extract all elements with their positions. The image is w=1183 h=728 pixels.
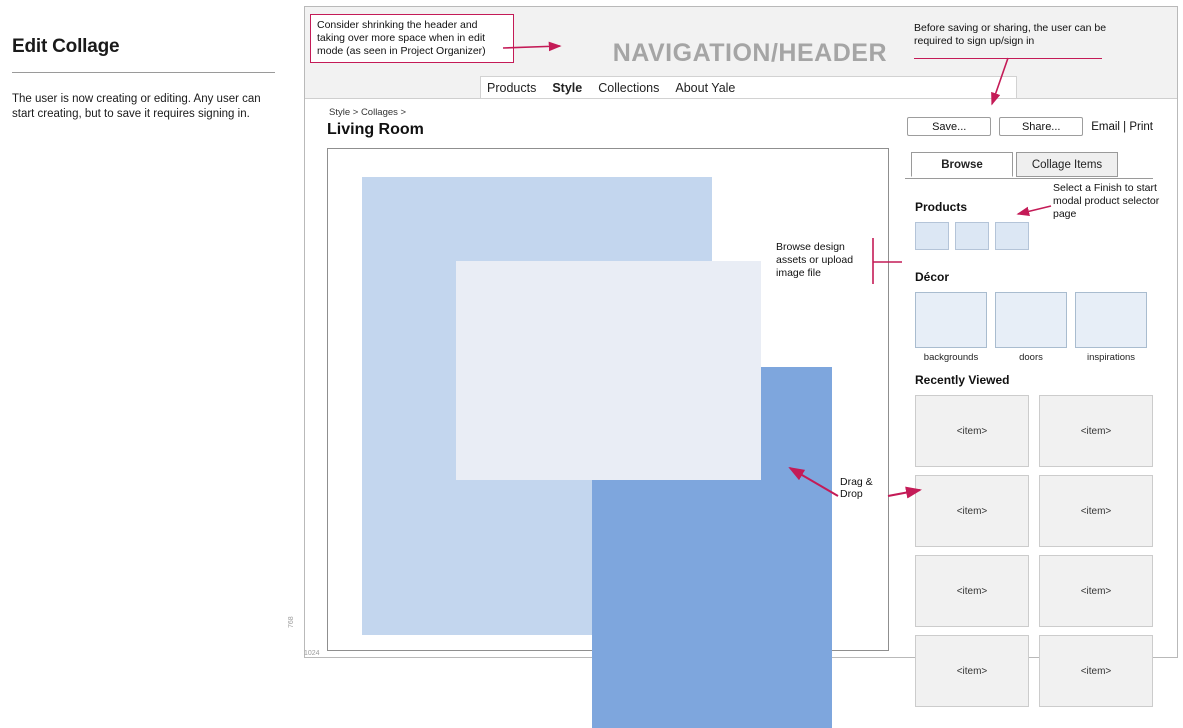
decor-section [915,270,1153,363]
collage-title: Living Room [327,121,424,138]
annotation-underline [914,58,1102,59]
action-bar [907,117,1153,136]
decor-item-backgrounds[interactable] [915,292,987,363]
decor-label: doors [1019,352,1043,363]
annotation-finish-note: Select a Finish to start modal product selector page [1053,182,1160,220]
list-item[interactable]: <item> [1039,475,1153,547]
page-title: Edit Collage [12,36,120,57]
decor-thumbnail[interactable] [995,292,1067,348]
main-navigation[interactable] [480,76,1017,99]
list-item[interactable]: <item> [915,475,1029,547]
decor-label: backgrounds [923,352,979,363]
recently-viewed-section [915,373,1161,707]
email-print-links[interactable]: Email | Print [1091,120,1153,133]
decor-item-doors[interactable] [995,292,1067,363]
decor-label: inspirations [1086,352,1136,363]
nav-item-collections[interactable]: Collections [598,80,660,95]
list-item[interactable]: <item> [915,635,1029,707]
decor-heading: Décor [915,270,950,284]
canvas-shape-foreground[interactable] [456,261,761,480]
decor-thumbnail[interactable] [1075,292,1147,348]
list-item[interactable]: <item> [1039,555,1153,627]
recently-viewed-heading: Recently Viewed [915,373,1010,387]
tab-collage-items[interactable]: Collage Items [1016,152,1118,177]
decor-row [915,292,1153,363]
tab-browse[interactable]: Browse [911,152,1013,177]
nav-item-about-yale[interactable]: About Yale [675,80,736,95]
header-title: NAVIGATION/HEADER [612,39,887,67]
list-item[interactable]: <item> [1039,635,1153,707]
product-swatch-row [915,222,1153,250]
canvas-width-label: 1024 [304,650,320,657]
collage-canvas[interactable] [327,148,889,651]
annotation-header-note: Consider shrinking the header and taking over more space when in edit mode (as seen in Project Organizer) [310,14,514,63]
share-button[interactable]: Share... [999,117,1083,136]
annotation-signin-note: Before saving or sharing, the user can be required to sign up/sign in [914,22,1107,47]
product-swatch-2[interactable] [955,222,989,250]
breadcrumb[interactable]: Style > Collages > [329,107,407,118]
product-swatch-3[interactable] [995,222,1029,250]
panel-tabs [905,152,1153,179]
decor-item-inspirations[interactable] [1075,292,1147,363]
annotation-drag-note: Drag & Drop [840,476,873,500]
left-annotation-panel [0,0,300,664]
list-item[interactable]: <item> [915,395,1029,467]
canvas-height-label: 768 [288,616,295,628]
panel-description: The user is now creating or editing. Any user can start creating, but to save it requires signing in. [12,93,261,120]
product-swatch-1[interactable] [915,222,949,250]
list-item[interactable]: <item> [1039,395,1153,467]
nav-item-style[interactable]: Style [552,80,583,95]
products-heading: Products [915,200,968,214]
recently-viewed-grid [915,395,1161,707]
nav-item-products[interactable]: Products [487,80,537,95]
annotation-browse-note: Browse design assets or upload image file [776,241,854,279]
list-item[interactable]: <item> [915,555,1029,627]
divider [12,72,275,73]
save-button[interactable]: Save... [907,117,991,136]
app-mockup-frame [304,6,1178,677]
decor-thumbnail[interactable] [915,292,987,348]
